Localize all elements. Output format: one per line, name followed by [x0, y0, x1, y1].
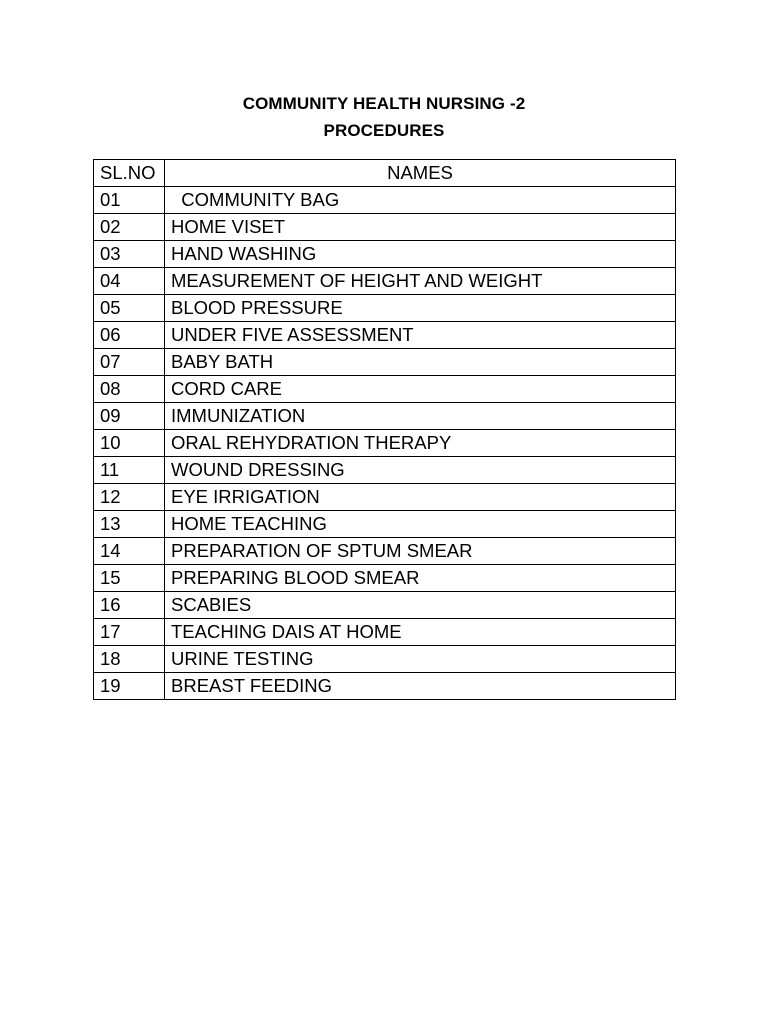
table-header-row: [94, 160, 676, 187]
row-number: 04: [94, 268, 165, 295]
table-row: [94, 484, 676, 511]
row-number: 05: [94, 295, 165, 322]
row-number: 15: [94, 565, 165, 592]
table-row: [94, 538, 676, 565]
row-number: 18: [94, 646, 165, 673]
table-row: [94, 457, 676, 484]
table-row: [94, 322, 676, 349]
row-number: 12: [94, 484, 165, 511]
row-procedure-name: ORAL REHYDRATION THERAPY: [165, 430, 676, 457]
row-number: 09: [94, 403, 165, 430]
row-procedure-name: EYE IRRIGATION: [165, 484, 676, 511]
row-procedure-name: SCABIES: [165, 592, 676, 619]
row-procedure-name: BREAST FEEDING: [165, 673, 676, 700]
table-row: [94, 430, 676, 457]
table-row: [94, 403, 676, 430]
table-row: [94, 376, 676, 403]
document-title: COMMUNITY HEALTH NURSING -2: [242, 94, 526, 113]
row-number: 10: [94, 430, 165, 457]
table-row: [94, 241, 676, 268]
row-number: 08: [94, 376, 165, 403]
row-number: 11: [94, 457, 165, 484]
row-procedure-name: URINE TESTING: [165, 646, 676, 673]
table-row: [94, 511, 676, 538]
row-number: 17: [94, 619, 165, 646]
row-procedure-name: HOME VISET: [165, 214, 676, 241]
row-procedure-name: WOUND DRESSING: [165, 457, 676, 484]
header-names: NAMES: [165, 160, 676, 187]
table-row: [94, 214, 676, 241]
row-procedure-name: HAND WASHING: [165, 241, 676, 268]
row-procedure-name: CORD CARE: [165, 376, 676, 403]
row-procedure-name: UNDER FIVE ASSESSMENT: [165, 322, 676, 349]
row-number: 01: [94, 187, 165, 214]
table-row: [94, 187, 676, 214]
header-sl-no: SL.NO: [94, 160, 165, 187]
title-block: [0, 90, 768, 144]
row-procedure-name: IMMUNIZATION: [165, 403, 676, 430]
row-number: 19: [94, 673, 165, 700]
row-procedure-name: TEACHING DAIS AT HOME: [165, 619, 676, 646]
row-number: 03: [94, 241, 165, 268]
row-procedure-name: PREPARING BLOOD SMEAR: [165, 565, 676, 592]
row-number: 06: [94, 322, 165, 349]
row-procedure-name: BABY BATH: [165, 349, 676, 376]
row-number: 16: [94, 592, 165, 619]
row-number: 13: [94, 511, 165, 538]
table-row: [94, 619, 676, 646]
row-procedure-name: COMMUNITY BAG: [165, 187, 676, 214]
table-row: [94, 592, 676, 619]
table-row: [94, 646, 676, 673]
row-number: 07: [94, 349, 165, 376]
table-row: [94, 268, 676, 295]
row-procedure-name: BLOOD PRESSURE: [165, 295, 676, 322]
table-row: [94, 295, 676, 322]
row-procedure-name: MEASUREMENT OF HEIGHT AND WEIGHT: [165, 268, 676, 295]
table-row: [94, 349, 676, 376]
procedures-table: [93, 159, 676, 700]
document-subtitle: PROCEDURES: [323, 121, 445, 140]
row-procedure-name: PREPARATION OF SPTUM SMEAR: [165, 538, 676, 565]
row-number: 14: [94, 538, 165, 565]
row-number: 02: [94, 214, 165, 241]
table-row: [94, 673, 676, 700]
table-row: [94, 565, 676, 592]
row-procedure-name: HOME TEACHING: [165, 511, 676, 538]
